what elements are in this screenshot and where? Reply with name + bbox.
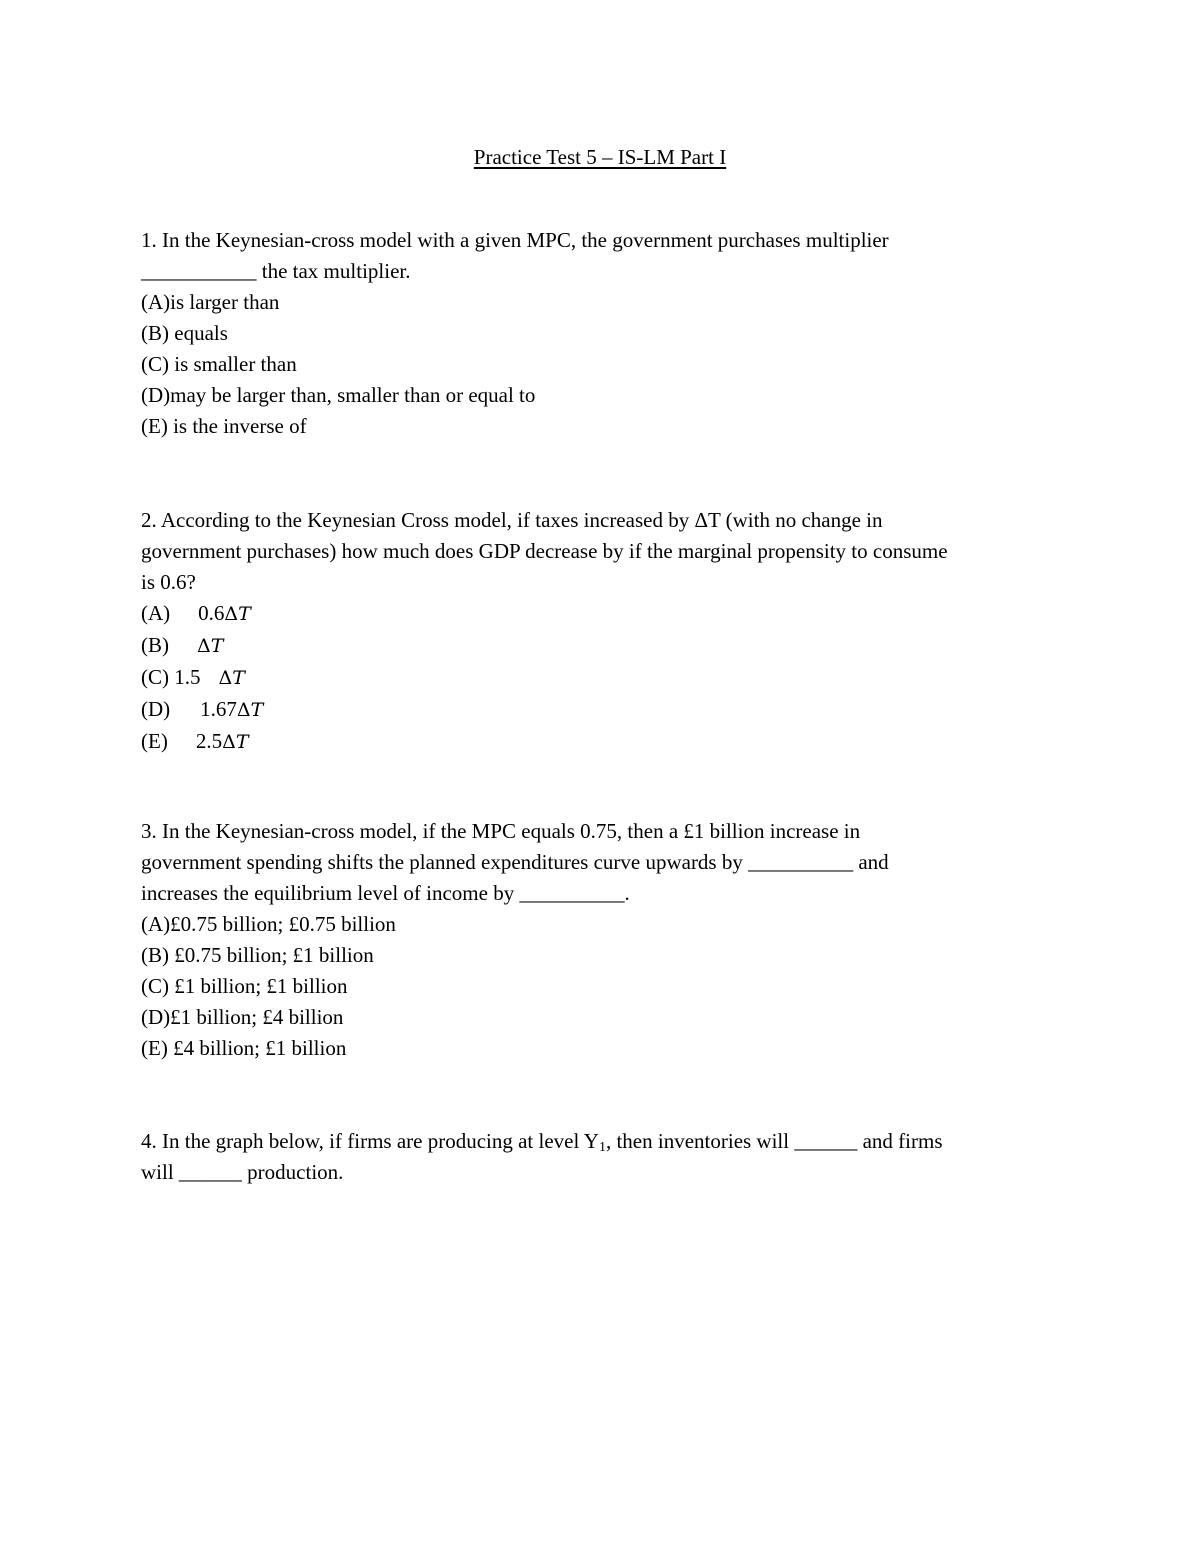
subscript-one: 1: [598, 1140, 606, 1155]
question-1-option-b: (B) equals: [141, 321, 228, 345]
question-3-option-c: (C) £1 billion; £1 billion: [141, 974, 348, 998]
question-2-line-1: 2. According to the Keynesian Cross model, if taxes increased by ΔT (with no change in: [141, 508, 883, 532]
question-1-option-a: (A)is larger than: [141, 290, 280, 314]
option-label: (E): [141, 729, 168, 753]
math-variable: T: [235, 731, 249, 753]
question-3-option-e: (E) £4 billion; £1 billion: [141, 1036, 347, 1060]
question-4-line-2: will ______ production.: [141, 1160, 344, 1184]
question-3-line-2: government spending shifts the planned expenditures curve upwards by __________ and: [141, 850, 889, 874]
question-3-option-b: (B) £0.75 billion; £1 billion: [141, 943, 374, 967]
delta-symbol: Δ: [218, 667, 233, 689]
question-1: [141, 225, 1061, 442]
option-label: (B): [141, 633, 169, 657]
question-2-option-d: [141, 694, 1061, 726]
question-3-line-1: 3. In the Keynesian-cross model, if the MPC equals 0.75, then a £1 billion increase in: [141, 819, 861, 843]
question-1-line-2: ___________ the tax multiplier.: [141, 259, 411, 283]
question-3: [141, 816, 1061, 1064]
question-1-option-e: (E) is the inverse of: [141, 414, 307, 438]
question-2-option-b: [141, 630, 1061, 662]
math-variable: T: [210, 635, 224, 657]
option-label: (A): [141, 601, 171, 625]
question-1-line-1: 1. In the Keynesian-cross model with a given MPC, the government purchases multiplier: [141, 228, 889, 252]
option-coefficient: 0.6: [198, 601, 225, 625]
math-variable: T: [238, 603, 251, 625]
question-2-option-c: [141, 662, 1061, 694]
question-2-option-a: [141, 598, 1061, 630]
question-1-option-c: (C) is smaller than: [141, 352, 297, 376]
option-coefficient: 2.5: [195, 729, 223, 753]
delta-symbol: Δ: [224, 603, 239, 625]
question-1-option-d: (D)may be larger than, smaller than or equal to: [141, 383, 536, 407]
math-variable: T: [232, 667, 245, 689]
question-3-option-d: (D)£1 billion; £4 billion: [141, 1005, 344, 1029]
question-3-option-a: (A)£0.75 billion; £0.75 billion: [141, 912, 396, 936]
question-4-line-1: [141, 1126, 1061, 1157]
option-label: (C) 1.5: [141, 665, 201, 689]
question-2-line-3: is 0.6?: [141, 570, 196, 594]
delta-symbol: Δ: [197, 635, 211, 657]
question-4-line-1-end: , then inventories will ______ and firms: [605, 1129, 943, 1153]
question-2-line-2: government purchases) how much does GDP decrease by if the marginal propensity to consume: [141, 539, 948, 563]
question-4-line-1-start: 4. In the graph below, if firms are producing at level Y: [141, 1129, 599, 1153]
page-title-text: Practice Test 5 – IS-LM Part I: [473, 145, 727, 169]
delta-symbol: Δ: [222, 731, 236, 753]
option-label: (D): [141, 697, 171, 721]
page-title: [0, 143, 1200, 171]
delta-symbol: Δ: [236, 699, 251, 721]
question-3-line-3: increases the equilibrium level of income by __________.: [141, 881, 630, 905]
option-coefficient: 1.67: [200, 697, 237, 721]
question-4: [141, 1126, 1061, 1188]
question-2: [141, 505, 1061, 758]
math-variable: T: [250, 699, 264, 721]
question-2-option-e: [141, 726, 1061, 758]
